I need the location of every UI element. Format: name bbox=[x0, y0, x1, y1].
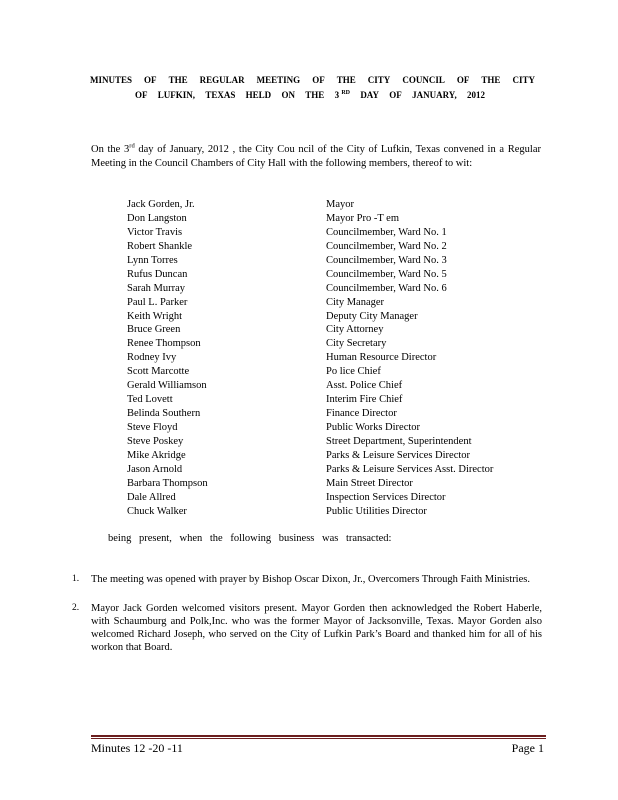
heading-word: ON bbox=[281, 90, 295, 100]
roster-name: Ted Lovett bbox=[127, 394, 173, 406]
heading-word: OF bbox=[456, 75, 470, 85]
roster-row bbox=[127, 365, 547, 379]
heading-day-number: 3 bbox=[334, 90, 340, 100]
heading-word: OF bbox=[389, 90, 402, 100]
roster-name: Steve Floyd bbox=[127, 422, 178, 433]
item-number: 2. bbox=[72, 603, 80, 613]
footer-rule-thin bbox=[91, 738, 546, 739]
roster-title: Po lice Chief bbox=[326, 366, 381, 378]
roster-title: City Secretary bbox=[326, 338, 387, 350]
roster-title: Public Works Director bbox=[326, 422, 421, 433]
heading-word: TEXAS bbox=[205, 90, 236, 100]
roster-title: Main Street Director bbox=[326, 477, 413, 489]
heading-word: DAY bbox=[360, 90, 379, 100]
heading-word: CITY bbox=[367, 75, 391, 85]
roster-title: Mayor Pro -T em bbox=[326, 212, 400, 224]
heading-word: THE bbox=[305, 90, 325, 100]
roster-row bbox=[127, 379, 547, 393]
heading-word: OF bbox=[135, 90, 148, 100]
roster-name: Don Langston bbox=[127, 212, 187, 224]
roster-title: Finance Director bbox=[326, 408, 397, 420]
roster-row bbox=[127, 407, 547, 421]
roster-title: Inspection Services Director bbox=[326, 491, 446, 503]
item-text: The meeting was opened with prayer by Bishop Oscar Dixon, Jr., Overcomers Through Faith Ministries. bbox=[91, 574, 530, 585]
roster-name: Sarah Murray bbox=[127, 282, 186, 294]
intro-pre: On the 3 bbox=[91, 144, 130, 155]
footer-page-number: Page 1 bbox=[511, 741, 544, 755]
item-number: 1. bbox=[72, 574, 80, 584]
roster-row bbox=[127, 323, 547, 337]
roster-row bbox=[127, 240, 547, 254]
roster-title: City Manager bbox=[326, 296, 385, 308]
roster-name: Jason Arnold bbox=[127, 463, 183, 475]
roster-name: Renee Thompson bbox=[127, 338, 201, 350]
heading-day bbox=[335, 90, 350, 100]
roster-name: Scott Marcotte bbox=[127, 366, 190, 378]
business-item bbox=[72, 573, 542, 586]
roster-name: Jack Gorden, Jr. bbox=[127, 199, 195, 210]
roster-title: Councilmember, Ward No. 6 bbox=[326, 282, 447, 294]
roster-name: Barbara Thompson bbox=[127, 477, 208, 489]
intro-post: day of January, 2012 , the City Cou ncil of the City of Lufkin, Texas convened in a Regular Meeting in the Council Chambers of City Hall with the following members, thereof to wit: bbox=[91, 144, 541, 169]
roster-name: Steve Poskey bbox=[127, 435, 184, 447]
item-text: Mayor Jack Gorden welcomed visitors present. Mayor Gorden then acknowledged the Robert Haberle, with Schaumburg and Polk,Inc. who was the former Mayor of Jacksonville, Texas. Mayor Gorden also welcomed Richard Joseph, who served on the City of Lufkin Park’s Board and thanked him for all of his workon that Board. bbox=[91, 603, 542, 653]
heading-word: OF bbox=[312, 75, 325, 85]
roster-row bbox=[127, 449, 547, 463]
roster-name: Keith Wright bbox=[127, 310, 183, 322]
roster-row bbox=[127, 282, 547, 296]
roster-name: Mike Akridge bbox=[127, 449, 186, 461]
roster-name: Dale Allred bbox=[127, 491, 176, 503]
roster-row bbox=[127, 351, 547, 365]
footer-document-label: Minutes 12 -20 -11 bbox=[91, 741, 183, 755]
roster-name: Victor Travis bbox=[127, 226, 183, 238]
heading-word: REGULAR bbox=[199, 75, 245, 85]
heading-word: LUFKIN, bbox=[157, 90, 196, 100]
roster-name: Chuck Walker bbox=[127, 505, 187, 517]
heading-day-suffix: RD bbox=[341, 90, 351, 96]
heading-word: MINUTES bbox=[90, 75, 133, 85]
heading-word: THE bbox=[168, 75, 188, 85]
roster-title: Councilmember, Ward No. 5 bbox=[326, 268, 447, 280]
roster-row bbox=[127, 212, 547, 226]
heading-word: OF bbox=[144, 75, 157, 85]
heading-line-2 bbox=[135, 90, 485, 100]
heading-word: MEETING bbox=[256, 75, 301, 85]
roster-row bbox=[127, 226, 547, 240]
footer-rule bbox=[91, 735, 546, 737]
present-statement: being present, when the following business was transacted: bbox=[108, 533, 392, 544]
heading-word: COUNCIL bbox=[402, 75, 445, 85]
roster-name: Bruce Green bbox=[127, 324, 181, 336]
roster-title: Councilmember, Ward No. 1 bbox=[326, 226, 447, 238]
business-item bbox=[72, 602, 542, 654]
roster-title: Asst. Police Chief bbox=[326, 380, 403, 392]
roster-row bbox=[127, 296, 547, 310]
heading-word: 2012 bbox=[467, 90, 485, 100]
roster-title: Mayor bbox=[326, 199, 354, 210]
heading-line-1 bbox=[90, 75, 535, 85]
roster-row bbox=[127, 421, 547, 435]
roster-row bbox=[127, 477, 547, 491]
roster-name: Gerald Williamson bbox=[127, 380, 207, 392]
roster-row bbox=[127, 463, 547, 477]
heading-word: HELD bbox=[245, 90, 272, 100]
roster-title: City Attorney bbox=[326, 324, 384, 336]
roster-name: Rodney Ivy bbox=[127, 352, 177, 364]
roster-title: Parks & Leisure Services Asst. Director bbox=[326, 463, 494, 475]
intro-suffix: rd bbox=[129, 142, 135, 150]
roster-name: Robert Shankle bbox=[127, 240, 193, 252]
heading-word: THE bbox=[336, 75, 356, 85]
roster-title: Street Department, Superintendent bbox=[326, 435, 472, 447]
roster-title: Public Utilities Director bbox=[326, 505, 427, 517]
roster-row bbox=[127, 198, 547, 212]
roster-row bbox=[127, 254, 547, 268]
roster-title: Parks & Leisure Services Director bbox=[326, 449, 471, 461]
roster-row bbox=[127, 337, 547, 351]
roster-title: Councilmember, Ward No. 3 bbox=[326, 254, 447, 266]
roster-row bbox=[127, 310, 547, 324]
heading-word: THE bbox=[481, 75, 501, 85]
roster-name: Lynn Torres bbox=[127, 254, 178, 266]
roster-row bbox=[127, 491, 547, 505]
business-items-list bbox=[72, 573, 542, 670]
roster-title: Interim Fire Chief bbox=[326, 394, 403, 406]
roster-row bbox=[127, 435, 547, 449]
roster-title: Human Resource Director bbox=[326, 352, 437, 364]
roster-name: Belinda Southern bbox=[127, 408, 201, 420]
roster-row bbox=[127, 393, 547, 407]
roster-title: Councilmember, Ward No. 2 bbox=[326, 240, 447, 252]
roster-row bbox=[127, 268, 547, 282]
roster-name: Rufus Duncan bbox=[127, 268, 188, 280]
intro-paragraph bbox=[91, 143, 541, 171]
roster-name: Paul L. Parker bbox=[127, 296, 188, 308]
attendance-roster bbox=[127, 198, 547, 519]
heading-word: JANUARY, bbox=[412, 90, 457, 100]
roster-row bbox=[127, 505, 547, 519]
roster-title: Deputy City Manager bbox=[326, 310, 418, 322]
heading-word: CITY bbox=[512, 75, 535, 85]
